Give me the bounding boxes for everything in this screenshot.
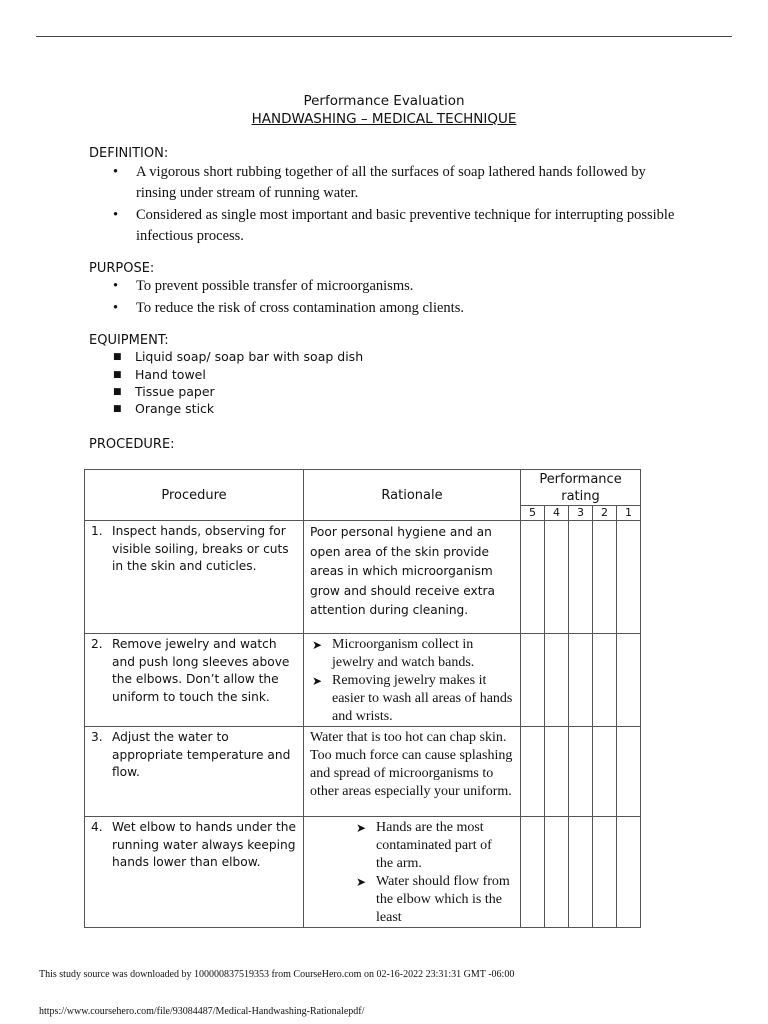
- table-row: [85, 817, 641, 928]
- rating-cell-4[interactable]: [545, 521, 569, 634]
- rating-cell-4[interactable]: [545, 727, 569, 817]
- rating-cell-1[interactable]: [617, 521, 641, 634]
- rating-cell-2[interactable]: [593, 817, 617, 928]
- source-url-link[interactable]: https://www.coursehero.com/file/93084487/Medical-Handwashing-Rationalepdf/: [39, 1006, 365, 1017]
- rating-level-3: 3: [569, 506, 593, 521]
- definition-heading: DEFINITION:: [89, 146, 169, 161]
- rating-level-2: 2: [593, 506, 617, 521]
- procedure-step: 4. Wet elbow to hands under the running water always keeping hands lower than elbow.: [85, 817, 304, 928]
- rating-cell-3[interactable]: [569, 521, 593, 634]
- rationale-item: ➤ Water should flow from the elbow which is the least: [356, 874, 510, 925]
- table-row: [85, 521, 641, 634]
- square-bullet-icon: ■: [113, 370, 122, 380]
- rating-cell-3[interactable]: [569, 817, 593, 928]
- arrow-bullet-icon: ➤: [312, 638, 323, 652]
- purpose-heading: PURPOSE:: [89, 261, 155, 276]
- page-title: Performance Evaluation: [303, 93, 465, 109]
- rating-cell-5[interactable]: [521, 727, 545, 817]
- rationale-item: ➤ Hands are the most contaminated part of the arm.: [356, 820, 492, 871]
- rationale-item: ➤ Removing jewelry makes it easier to wash all areas of hands and wrists.: [312, 673, 513, 724]
- rationale-list: [304, 817, 521, 928]
- rating-cell-2[interactable]: [593, 727, 617, 817]
- procedure-table: [84, 469, 641, 928]
- top-rule: [36, 36, 732, 37]
- procedure-step: 3. Adjust the water to appropriate temperature and flow.: [85, 727, 304, 817]
- bullet-dot-icon: •: [113, 164, 119, 180]
- rationale-list: [304, 634, 521, 727]
- arrow-bullet-icon: ➤: [356, 875, 367, 889]
- equipment-heading: EQUIPMENT:: [89, 333, 169, 348]
- square-bullet-icon: ■: [113, 404, 122, 414]
- bullet-dot-icon: •: [113, 300, 119, 316]
- arrow-bullet-icon: ➤: [356, 821, 367, 835]
- rationale-text: Poor personal hygiene and an open area of the skin provide areas in which microorganism grow and should receive extra attention during cleaning.: [304, 521, 521, 634]
- rating-cell-2[interactable]: [593, 634, 617, 727]
- arrow-bullet-icon: ➤: [312, 674, 323, 688]
- rating-cell-1[interactable]: [617, 817, 641, 928]
- rating-cell-1[interactable]: [617, 634, 641, 727]
- rationale-item: ➤ Microorganism collect in jewelry and watch bands.: [312, 637, 475, 670]
- square-bullet-icon: ■: [113, 387, 122, 397]
- rationale-text: Water that is too hot can chap skin. Too much force can cause splashing and spread of microorganisms to other areas especially your uniform.: [304, 727, 521, 817]
- rating-cell-3[interactable]: [569, 634, 593, 727]
- table-row: [85, 727, 641, 817]
- table-row: [85, 634, 641, 727]
- rating-cell-4[interactable]: [545, 634, 569, 727]
- rating-cell-4[interactable]: [545, 817, 569, 928]
- download-note: This study source was downloaded by 100000837519353 from CourseHero.com on 02-16-2022 23:31:31 GMT -06:00: [39, 969, 515, 980]
- bullet-dot-icon: •: [113, 207, 119, 223]
- rating-cell-2[interactable]: [593, 521, 617, 634]
- square-bullet-icon: ■: [113, 352, 122, 362]
- rating-cell-3[interactable]: [569, 727, 593, 817]
- rating-level-1: 1: [617, 506, 641, 521]
- procedure-heading: PROCEDURE:: [89, 437, 175, 452]
- procedure-column-header: Procedure: [85, 470, 304, 521]
- rating-cell-1[interactable]: [617, 727, 641, 817]
- rating-level-4: 4: [545, 506, 569, 521]
- procedure-step: 2. Remove jewelry and watch and push long sleeves above the elbows. Don’t allow the uniform to touch the sink.: [85, 634, 304, 727]
- rating-cell-5[interactable]: [521, 634, 545, 727]
- procedure-step: 1. Inspect hands, observing for visible soiling, breaks or cuts in the skin and cuticles.: [85, 521, 304, 634]
- rating-level-5: 5: [521, 506, 545, 521]
- rating-cell-5[interactable]: [521, 817, 545, 928]
- rationale-column-header: Rationale: [304, 470, 521, 521]
- rating-cell-5[interactable]: [521, 521, 545, 634]
- page-subtitle: HANDWASHING – MEDICAL TECHNIQUE: [251, 111, 517, 127]
- bullet-dot-icon: •: [113, 278, 119, 294]
- performance-rating-header: Performance rating: [521, 470, 641, 506]
